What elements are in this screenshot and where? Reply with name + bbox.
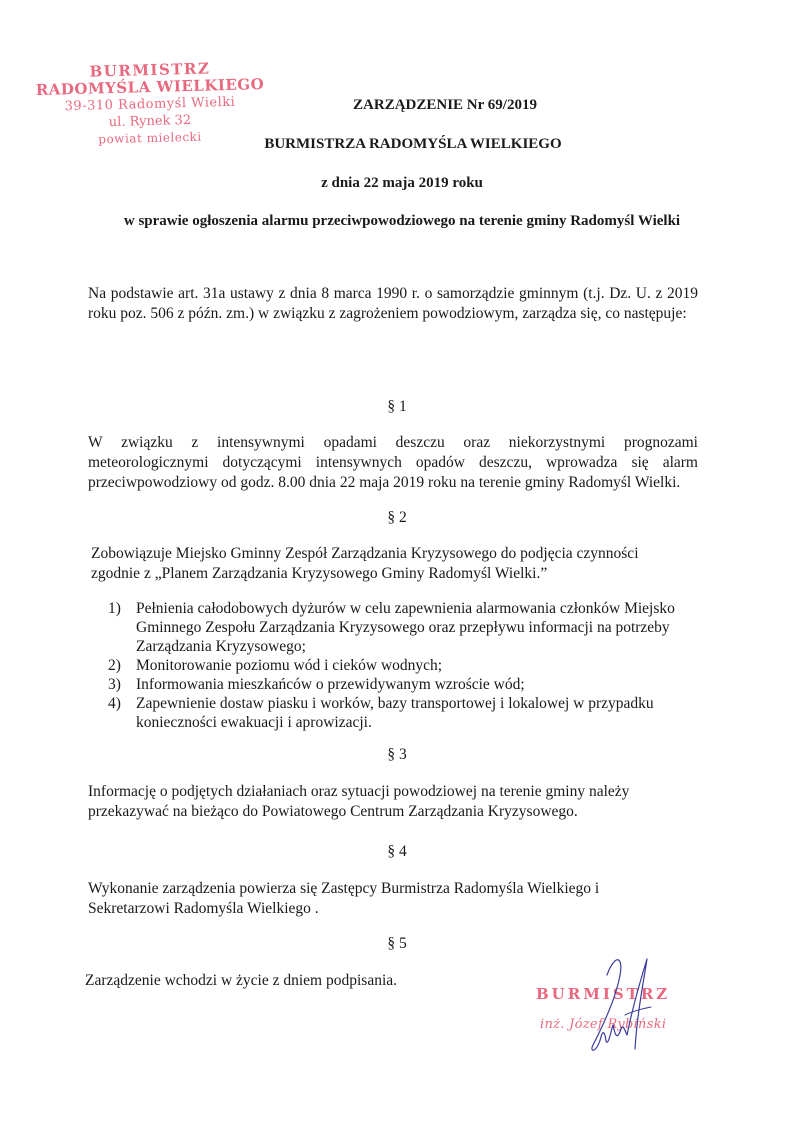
- section-5-text: Zarządzenie wchodzi w życie z dniem podpisania.: [85, 972, 398, 989]
- list-item: [108, 656, 708, 675]
- section-3-mark: § 3: [387, 746, 407, 763]
- signature-icon: [575, 945, 685, 1055]
- signature-stroke: [592, 959, 647, 1050]
- preamble: Na podstawie art. 31a ustawy z dnia 8 marca 1990 r. o samorządzie gminnym (t.j. Dz. U. z 2019 roku poz. 506 z późn. zm.) w związku z zagrożeniem powodziowym, zarządza się, co następuje:: [88, 285, 698, 322]
- list-item: [108, 599, 708, 656]
- list-item-number: 4): [108, 695, 121, 712]
- stamp-right-title: BURMISTRZ: [536, 985, 671, 1003]
- stamp-postal-address: 39-310 Radomyśl Wielki: [64, 94, 236, 115]
- document-title: ZARZĄDZENIE Nr 69/2019: [353, 97, 537, 113]
- section-4-mark: § 4: [387, 843, 407, 860]
- stamp-right-name: inż. Józef Rybiński: [540, 1017, 667, 1032]
- section-5-mark: § 5: [387, 935, 407, 952]
- date-text: z dnia 22 maja 2019 roku: [321, 175, 483, 191]
- document-date: [5, 175, 794, 192]
- list-item-text: Informowania mieszkańców o przewidywanym wzroście wód;: [136, 676, 525, 693]
- section-1-text: W związku z intensywnymi opadami deszczu oraz niekorzystnymi prognozami meteorologicznymi dotyczącymi intensywnych opadów deszczu, wprowadza się alarm przeciwpowodziowy od godz. 8.00 dnia 22 maja 2019 roku na terenie gminy Radomyśl Wielki.: [88, 434, 698, 491]
- list-item-text: Monitorowanie poziomu wód i cieków wodnych;: [136, 657, 443, 674]
- list-item: [108, 675, 708, 694]
- section-2-mark: § 2: [387, 509, 407, 526]
- stamp-title: BURMISTRZ: [89, 59, 211, 81]
- stamp-county: powiat mielecki: [98, 129, 202, 147]
- document-title-wrap: [0, 97, 794, 114]
- list-item-text: Pełnienia całodobowych dyżurów w celu zapewnienia alarmowania członków Miejsko Gminnego Zespołu Zarządzania Kryzysowego oraz przepływu informacji na potrzeby Zarządzania Kryzysowego;: [136, 600, 675, 655]
- list-item-text: Zapewnienie dostaw piasku i worków, bazy transportowej i lokalowej w przypadku konieczności ewakuacji i aprowizacji.: [136, 695, 654, 731]
- list-item-number: 1): [108, 600, 121, 617]
- document-subject: [5, 213, 794, 230]
- subject-text: w sprawie ogłoszenia alarmu przeciwpowodziowego na terenie gminy Radomyśl Wielki: [123, 213, 681, 229]
- list-item: [108, 694, 708, 732]
- section-1-mark: § 1: [387, 398, 407, 415]
- section-4-text: Wykonanie zarządzenia powierza się Zastępcy Burmistrza Radomyśla Wielkiego i Sekretarzowi Radomyśla Wielkiego .: [88, 880, 600, 917]
- stamp-office: RADOMYŚLA WIELKIEGO: [35, 75, 265, 99]
- section-3-text: Informację o podjętych działaniach oraz sytuacji powodziowej na terenie gminy należy przekazywać na bieżąco do Powiatowego Centrum Zarządzania Kryzysowego.: [88, 783, 630, 820]
- issuer-text: BURMISTRZA RADOMYŚLA WIELKIEGO: [264, 136, 562, 152]
- list-item-number: 3): [108, 676, 121, 693]
- section-2-text: Zobowiązuje Miejsko Gminny Zespół Zarządzania Kryzysowego do podjęcia czynności zgodnie z „Planem Zarządzania Kryzysowego Gminy Radomyśl Wielki.”: [91, 545, 639, 582]
- list-item-number: 2): [108, 657, 121, 674]
- section-2-list: [108, 599, 708, 732]
- document-issuer: [0, 136, 794, 153]
- stamp-street: ul. Rynek 32: [108, 112, 192, 131]
